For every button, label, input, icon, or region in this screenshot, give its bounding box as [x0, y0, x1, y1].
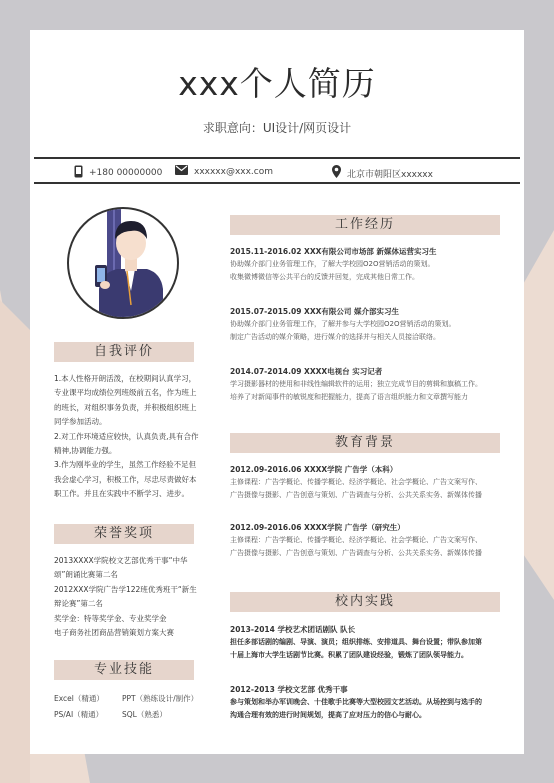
campus-entry: [230, 624, 505, 663]
skill-item: SQL（熟悉）: [122, 710, 167, 719]
job-intent: 求职意向：UI设计/网页设计: [202, 121, 352, 135]
education-heading: 教育背景: [230, 433, 500, 453]
education-entry-line: 主修课程：广告学概论、传播学概论、经济学概论、社会学概论、广告文案写作、: [230, 478, 482, 486]
work-entry: [230, 246, 505, 285]
campus-entry: [230, 684, 505, 723]
honor-item: 电子商务社团商品营销策划方案大赛: [54, 628, 174, 638]
education-entry-header: 2012.09-2016.06 XXXX学院 广告学（研究生）: [230, 523, 405, 532]
work-entry: [230, 366, 505, 405]
contact-email: [175, 165, 273, 178]
self-eval-text: [54, 372, 199, 502]
campus-entry-line: 参与策划和举办军训晚会、十佳歌手比赛等大型校园文艺活动。从场控到与选手的: [230, 698, 482, 706]
self-eval-paragraph: 1.本人性格开朗活泼，在校期间认真学习，专业课平均成绩位列班级前五名，作为班上的班长，对组织事务负责，并积极组织班上同学参加活动。: [54, 374, 197, 427]
work-entry-line: 协助媒介部门业务管理工作，了解并参与大学校园O2O营销活动的策划。: [230, 320, 456, 328]
avatar: [67, 207, 179, 319]
contact-address: [332, 165, 433, 181]
work-entry-line: 培养了对新闻事件的敏锐度和把握能力，提高了语言组织能力和文章撰写能力: [230, 393, 468, 402]
work-entry: [230, 306, 505, 345]
work-entry-header: 2014.07-2014.09 XXXX电视台 实习记者: [230, 367, 383, 376]
email-text: xxxxxx@xxx.com: [194, 166, 274, 177]
campus-entry-line: 沟通合理有效的进行时间规划，提高了应对压力的信心与耐心。: [230, 711, 426, 720]
honor-item: 2012XXX学院广告学122班优秀班干“新生辩论赛”第二名: [54, 584, 197, 609]
mail-icon: [175, 165, 188, 178]
education-entry: [230, 522, 505, 561]
phone-icon: [74, 165, 83, 181]
work-heading: 工作经历: [230, 215, 500, 235]
contact-bar: [34, 157, 520, 184]
self-eval-paragraph: 3.作为刚毕业的学生，虽然工作经验不足但我会虚心学习，积极工作，尽忠尽责做好本职工作。并且在实践中不断学习、进步。: [54, 460, 197, 499]
address-text: 北京市朝阳区xxxxxx: [347, 169, 433, 180]
education-entry-line: 主修课程：广告学概论、传播学概论、经济学概论、社会学概论、广告文案写作、: [230, 536, 482, 544]
honor-item: 奖学金：特等奖学金、专业奖学金: [54, 613, 167, 623]
campus-entry-line: 担任多部话剧的编剧、导演、演员；组织排练、安排道具、舞台设置；带队参加第: [230, 638, 482, 646]
self-eval-paragraph: 2.对工作环境适应较快，认真负责,具有合作精神,协调能力强。: [54, 431, 199, 456]
education-entry: [230, 464, 505, 503]
work-entry-line: 收集微博微信等公共平台的反馈并回复，完成其他日常工作。: [230, 273, 419, 282]
skill-item: PS/AI（精通）: [54, 710, 104, 719]
education-entry-line: 广告摄像与摄影、广告创意与策划、广告调查与分析、公共关系实务、新媒体传播: [230, 549, 482, 558]
education-entry-line: 广告摄像与摄影、广告创意与策划、广告调查与分析、公共关系实务、新媒体传播: [230, 491, 482, 500]
campus-entry-header: 2013-2014 学校艺术团话剧队 队长: [230, 625, 356, 634]
contact-phone: [74, 165, 162, 181]
honors-heading: 荣誉奖项: [54, 524, 194, 544]
work-entry-header: 2015.07-2015.09 XXX有限公司 媒介部实习生: [230, 307, 400, 316]
work-entry-line: 制定广告活动的媒介策略，进行媒介的选择并与相关人员接洽联络。: [230, 333, 440, 342]
education-entry-header: 2012.09-2016.06 XXXX学院 广告学（本科）: [230, 465, 398, 474]
work-entry-line: 协助媒介部门业务管理工作，了解大学校园O2O营销活动的策划。: [230, 260, 435, 268]
phone-text: +180 00000000: [89, 168, 163, 178]
campus-entry-header: 2012-2013 学校文艺部 优秀干事: [230, 685, 348, 694]
campus-entry-line: 十届上海市大学生话剧节比赛。积累了团队建设经验，锻炼了团队领导能力。: [230, 651, 468, 660]
location-icon: [332, 165, 341, 181]
skill-item: Excel（精通）: [54, 694, 104, 703]
campus-heading: 校内实践: [230, 592, 500, 612]
skill-item: PPT（熟练设计/制作）: [122, 694, 199, 703]
work-entry-line: 学习摄影器材的使用和非线性编辑软件的运用；独立完成节目的剪辑和旗稿工作。: [230, 380, 482, 388]
honors-list: [54, 554, 199, 640]
honor-item: 2013XXXX学院校文艺部优秀干事“中华颂”朗诵比赛第二名: [54, 556, 188, 580]
page-title: xxx个人简历: [178, 64, 376, 103]
work-entry-header: 2015.11-2016.02 XXX有限公司市场部 新媒体运营实习生: [230, 247, 437, 256]
skills-heading: 专业技能: [54, 660, 194, 680]
self-eval-heading: 自我评价: [54, 342, 194, 362]
